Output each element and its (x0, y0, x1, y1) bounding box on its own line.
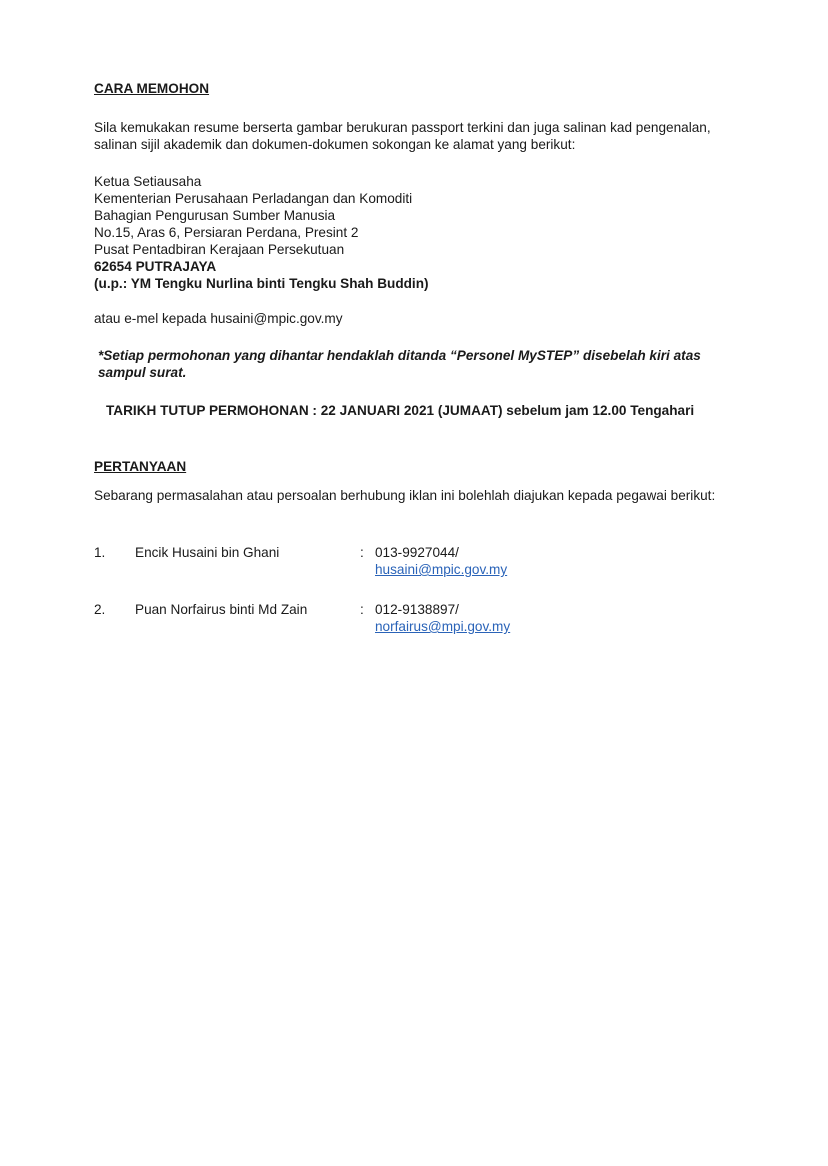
contact-separator: : (360, 602, 364, 617)
enquiry-intro: Sebarang permasalahan atau persoalan berhubung iklan ini bolehlah diajukan kepada pegawai berikut: (94, 488, 716, 503)
contact-number: 1. (94, 545, 106, 560)
note-line-2: sampul surat. (98, 365, 187, 380)
address-line-3: Bahagian Pengurusan Sumber Manusia (94, 208, 336, 223)
address-line-5: Pusat Pentadbiran Kerajaan Persekutuan (94, 242, 345, 257)
address-line-4: No.15, Aras 6, Persiaran Perdana, Presint 2 (94, 225, 359, 240)
contact-email-link[interactable]: husaini@mpic.gov.my (375, 562, 508, 577)
contact-number: 2. (94, 602, 106, 617)
contact-phone: 012-9138897/ (375, 602, 459, 617)
application-instruction (94, 119, 754, 153)
instruction-line-1: Sila kemukakan resume berserta gambar berukuran passport terkini dan juga salinan kad pengenalan, (94, 120, 711, 135)
address-line-2: Kementerian Perusahaan Perladangan dan Komoditi (94, 191, 413, 206)
address-line-1: Ketua Setiausaha (94, 174, 202, 189)
contact-row-1 (94, 544, 754, 580)
contact-details (375, 544, 507, 578)
mailing-address (94, 173, 754, 292)
contact-name: Encik Husaini bin Ghani (135, 545, 280, 560)
note-line-1: *Setiap permohonan yang dihantar hendaklah ditanda “Personel MySTEP” disebelah kiri atas (98, 348, 701, 363)
address-postcode-city: 62654 PUTRAJAYA (94, 259, 217, 274)
contact-separator: : (360, 545, 364, 560)
instruction-line-2: salinan sijil akademik dan dokumen-dokumen sokongan ke alamat yang berikut: (94, 137, 576, 152)
envelope-marking-note (94, 347, 754, 381)
application-deadline: TARIKH TUTUP PERMOHONAN : 22 JANUARI 2021 (JUMAAT) sebelum jam 12.00 Tengahari (106, 403, 695, 418)
section-heading-pertanyaan: PERTANYAAN (94, 459, 187, 474)
address-attention: (u.p.: YM Tengku Nurlina binti Tengku Shah Buddin) (94, 276, 429, 291)
contact-details (375, 601, 510, 635)
alternative-email-text: atau e-mel kepada husaini@mpic.gov.my (94, 311, 343, 326)
contact-row-2 (94, 601, 754, 637)
document-page (94, 80, 754, 637)
section-heading-cara-memohon: CARA MEMOHON (94, 81, 210, 96)
contact-name: Puan Norfairus binti Md Zain (135, 602, 308, 617)
contact-phone: 013-9927044/ (375, 545, 459, 560)
contact-email-link[interactable]: norfairus@mpi.gov.my (375, 619, 511, 634)
